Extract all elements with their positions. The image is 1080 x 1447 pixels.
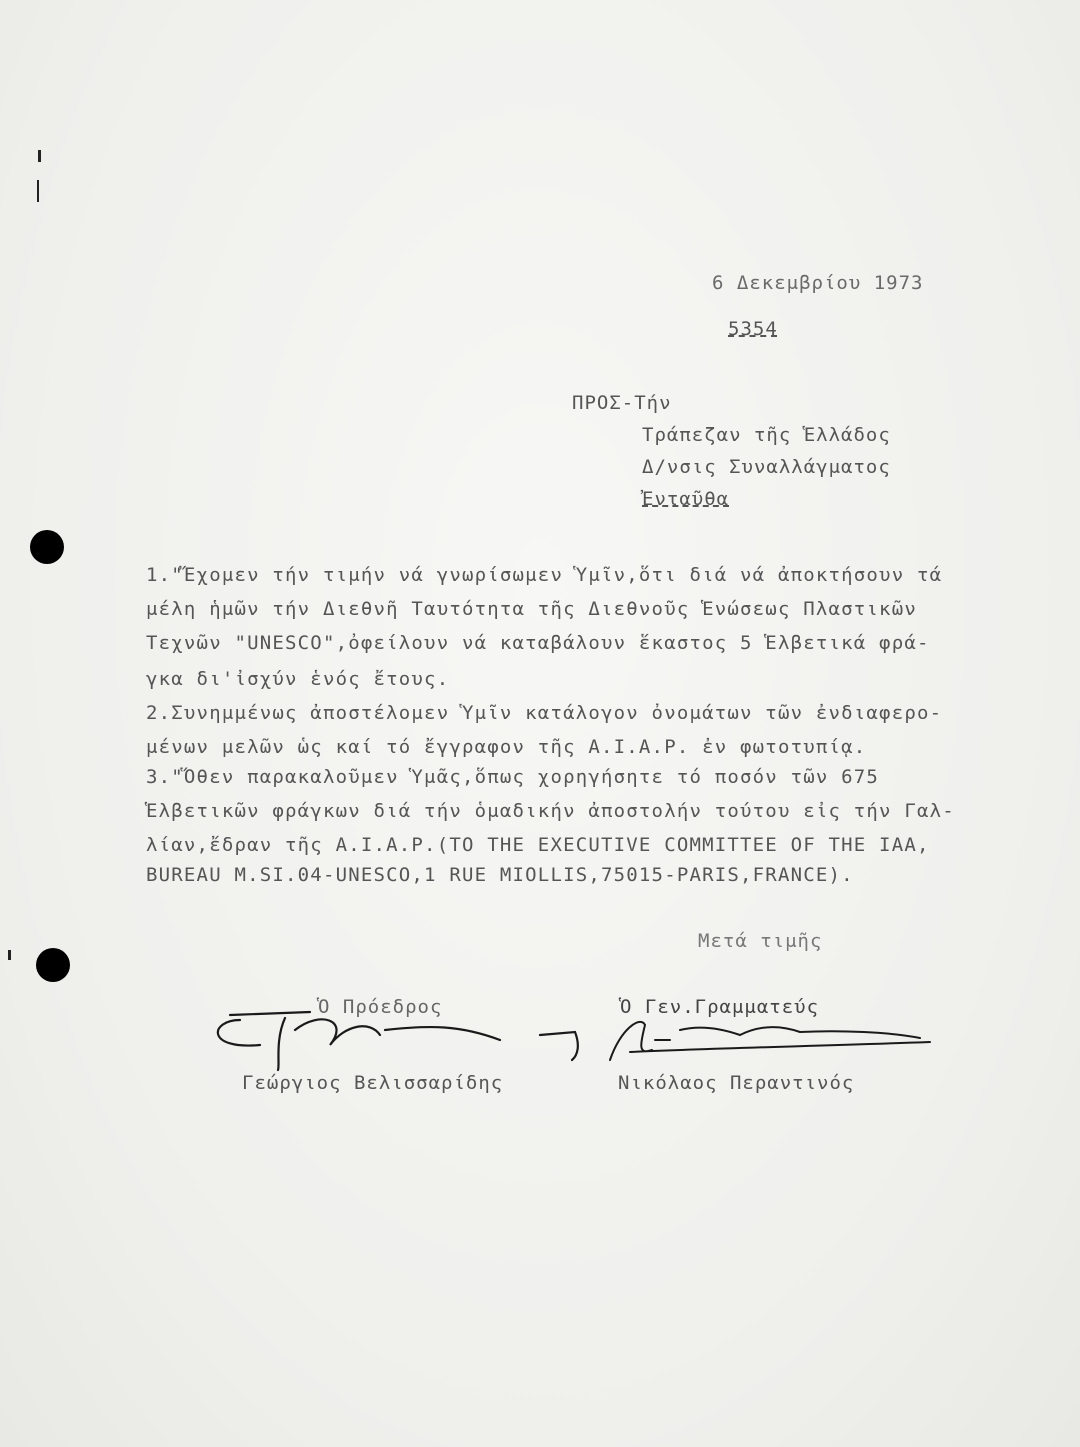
body-line: BUREAU M.SI.04-UNESCO,1 RUE MIOLLIS,75015-PARIS,FRANCE). [146, 864, 854, 886]
body-line: Ἑλβετικῶν φράγκων διά τήν ὁμαδικήν ἀποστολήν τούτου εἰς τήν Γαλ- [146, 800, 955, 822]
president-name: Γεώργιος Βελισσαρίδης [242, 1072, 504, 1094]
address-line-4: Ἐνταῦθα [642, 488, 730, 510]
body-line: γκα δι'ἰσχύν ἑνός ἔτους. [146, 668, 450, 690]
letter-date: 6 Δεκεμβρίου 1973 [712, 272, 924, 294]
address-line-1: ΠΡΟΣ-Τήν [572, 392, 672, 414]
body-line: 1."Ἔχομεν τήν τιμήν νά γνωρίσωμεν Ὑμῖν,ὅτι διά νά ἀποκτήσουν τά [146, 564, 943, 586]
body-line: μέλη ἡμῶν τήν Διεθνῆ Ταυτότητα τῆς Διεθνοῦς Ἑνώσεως Πλαστικῶν [146, 598, 917, 620]
margin-mark [38, 150, 41, 162]
body-line: μένων μελῶν ὡς καί τό ἔγγραφον τῆς Α.Ι.Α.Ρ. ἐν φωτοτυπίᾳ. [146, 736, 867, 758]
body-line: λίαν,ἔδραν τῆς Α.Ι.Α.Ρ.(TO THE EXECUTIVE COMMITTEE OF THE IAA, [146, 834, 930, 856]
margin-mark [37, 180, 39, 202]
margin-mark [8, 950, 11, 960]
address-line-2: Τράπεζαν τῆς Ἑλλάδος [642, 424, 891, 446]
reference-number: 5354 [728, 318, 778, 340]
body-line: 3."Ὅθεν παρακαλοῦμεν Ὑμᾶς,ὅπως χορηγήσητε τό ποσόν τῶν 675 [146, 766, 880, 788]
body-line: Τεχνῶν "UNESCO",ὀφείλουν νά καταβάλουν ἕκαστος 5 Ἑλβετικά φρά- [146, 632, 930, 654]
body-line: 2.Συνημμένως ἀποστέλομεν Ὑμῖν κατάλογον ὀνομάτων τῶν ἐνδιαφερο- [146, 702, 943, 724]
handwritten-signatures [200, 990, 960, 1080]
president-title: Ὁ Πρόεδρος [318, 996, 443, 1018]
punch-hole-bottom [36, 948, 70, 982]
secretary-title: Ὁ Γεν.Γραμματεύς [620, 996, 820, 1018]
closing-salutation: Μετά τιμῆς [698, 930, 823, 952]
punch-hole-top [30, 530, 64, 564]
secretary-name: Νικόλαος Περαντινός [618, 1072, 855, 1094]
address-line-3: Δ/νσις Συναλλάγματος [642, 456, 891, 478]
